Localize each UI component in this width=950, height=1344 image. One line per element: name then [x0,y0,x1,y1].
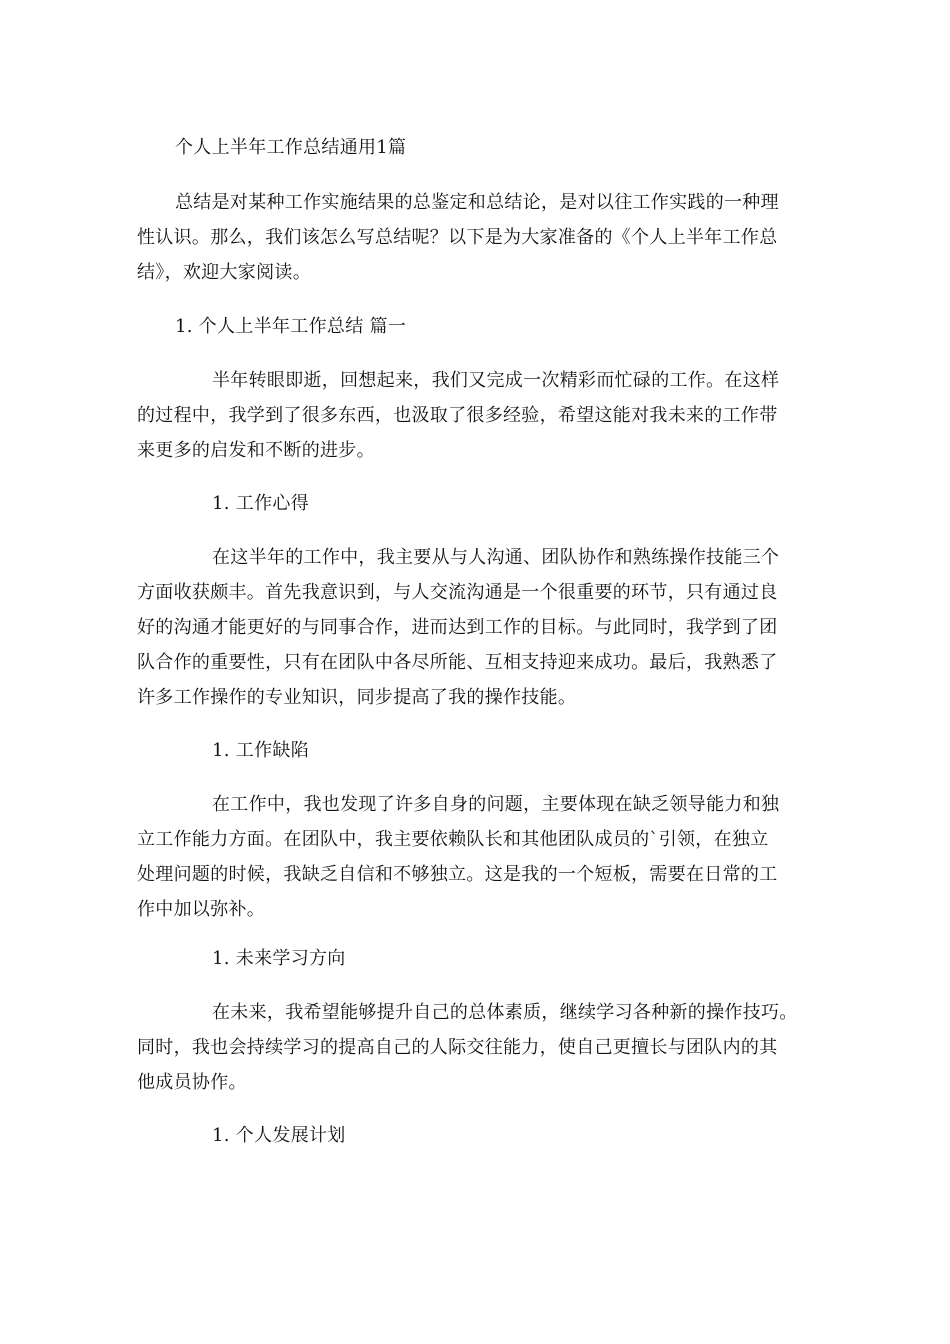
paragraph-line: 的过程中，我学到了很多东西，也汲取了很多经验，希望这能对我未来的工作带 [137,405,778,426]
paragraph-line: 半年转眼即逝，回想起来，我们又完成一次精彩而忙碌的工作。在这样 [212,370,780,391]
paragraph-line: 许多工作操作的专业知识，同步提高了我的操作技能。 [137,687,577,708]
subheading-work-experience: 1. 工作心得 [212,493,309,514]
paragraph-line: 在未来，我希望能够提升自己的总体素质，继续学习各种新的操作技巧。 [212,1002,798,1023]
subheading-future-learning: 1. 未来学习方向 [212,948,346,969]
paragraph-line: 立工作能力方面。在团队中，我主要依赖队长和其他团队成员的`引领，在独立 [137,829,769,850]
paragraph-line: 队合作的重要性，只有在团队中各尽所能、互相支持迎来成功。最后，我熟悉了 [137,652,778,673]
intro-line: 结》，欢迎大家阅读。 [137,262,311,283]
subheading-work-shortcomings: 1. 工作缺陷 [212,740,309,761]
paragraph-line: 处理问题的时候，我缺乏自信和不够独立。这是我的一个短板，需要在日常的工 [137,864,778,885]
paragraph-line: 在工作中，我也发现了许多自身的问题，主要体现在缺乏领导能力和独 [212,794,780,815]
paragraph-line: 同时，我也会持续学习的提高自己的人际交往能力，使自己更擅长与团队内的其 [137,1037,778,1058]
section-heading: 1. 个人上半年工作总结 篇一 [175,316,407,337]
paragraph-line: 来更多的启发和不断的进步。 [137,440,375,461]
paragraph-line: 方面收获颇丰。首先我意识到，与人交流沟通是一个很重要的环节，只有通过良 [137,582,778,603]
intro-line: 总结是对某种工作实施结果的总鉴定和总结论，是对以往工作实践的一种理 [175,192,779,213]
intro-line: 性认识。那么，我们该怎么写总结呢？以下是为大家准备的《个人上半年工作总 [137,227,778,248]
document-title: 个人上半年工作总结通用1篇 [175,137,407,158]
paragraph-line: 他成员协作。 [137,1072,247,1093]
paragraph-line: 在这半年的工作中，我主要从与人沟通、团队协作和熟练操作技能三个 [212,547,780,568]
paragraph-line: 好的沟通才能更好的与同事合作，进而达到工作的目标。与此同时，我学到了团 [137,617,778,638]
paragraph-line: 作中加以弥补。 [137,899,266,920]
subheading-development-plan: 1. 个人发展计划 [212,1125,346,1146]
